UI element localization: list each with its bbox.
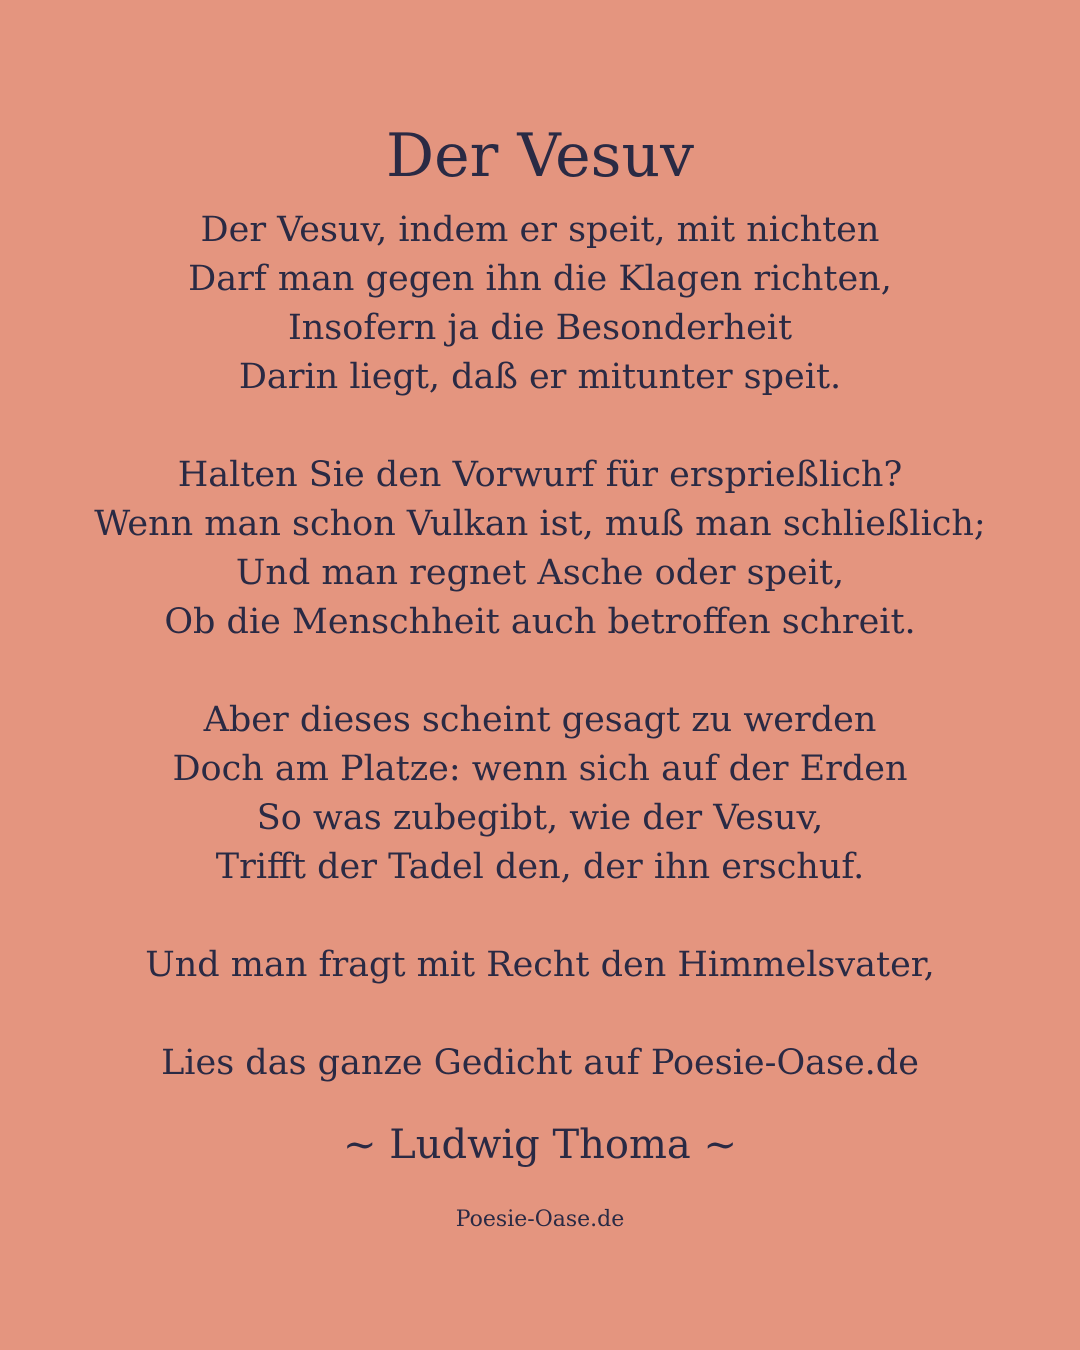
poem-line: Doch am Platze: wenn sich auf der Erden (172, 749, 908, 789)
stanza-4 (0, 941, 1080, 990)
stanza-gap (0, 402, 1080, 451)
stanza-3 (0, 696, 1080, 892)
site-credit: Poesie-Oase.de (455, 1207, 625, 1232)
poem-line: Darf man gegen ihn die Klagen richten, (188, 259, 892, 299)
poem-author: ~ Ludwig Thoma ~ (342, 1122, 738, 1168)
read-more-line: Lies das ganze Gedicht auf Poesie-Oase.de (161, 1043, 919, 1083)
read-more-note (0, 1039, 1080, 1088)
poem-line: Aber dieses scheint gesagt zu werden (203, 700, 877, 740)
poem-body (0, 206, 1080, 1088)
poem-line: Und man fragt mit Recht den Himmelsvater, (145, 945, 935, 985)
poem-line: Und man regnet Asche oder speit, (235, 553, 845, 593)
poem-line: So was zubegibt, wie der Vesuv, (256, 798, 824, 838)
poem-line: Darin liegt, daß er mitunter speit. (238, 357, 842, 397)
poem-line: Ob die Menschheit auch betroffen schreit. (164, 602, 916, 642)
stanza-gap (0, 892, 1080, 941)
poem-line: Wenn man schon Vulkan ist, muß man schließlich; (94, 504, 986, 544)
stanza-gap (0, 647, 1080, 696)
poem-line: Halten Sie den Vorwurf für ersprießlich? (177, 455, 903, 495)
poem-line: Insofern ja die Besonderheit (287, 308, 793, 348)
poem-line: Trifft der Tadel den, der ihn erschuf. (215, 847, 865, 887)
stanza-2 (0, 451, 1080, 647)
stanza-gap (0, 990, 1080, 1039)
stanza-1 (0, 206, 1080, 402)
poem-line: Der Vesuv, indem er speit, mit nichten (200, 210, 880, 250)
poem-title: Der Vesuv (385, 121, 695, 191)
